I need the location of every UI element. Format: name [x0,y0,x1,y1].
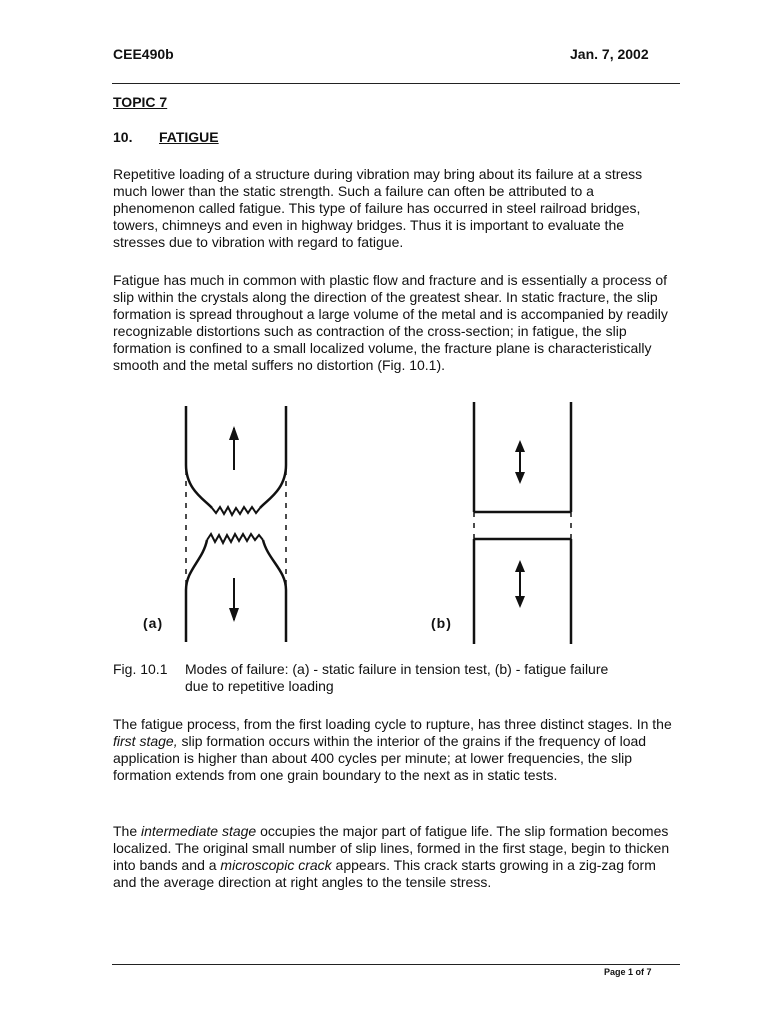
paragraph-4-part-a: The [113,823,142,839]
paragraph-1: Repetitive loading of a structure during vibration may bring about its failure at a stress much lower than the static strength. Such a failure can often be attributed to a phenomenon called fatigue. This type of failure has occurred in steel railroad bridges, towers, chimneys and even in highway bridges. Thus it is important to evaluate the stresses due to vibration with regard to fatigue. [113,166,643,250]
page-number: Page 1 of 7 [604,967,652,977]
paragraph-3 [113,716,679,784]
paragraph-4-emphasis-stage: intermediate stage [141,823,257,839]
specimen-a-diagram [186,406,286,642]
paragraph-3-emphasis: first stage, [113,733,178,749]
paragraph-4-emphasis-crack: microscopic crack [220,857,332,873]
figure-caption-line1: Modes of failure: (a) - static failure in tension test, (b) - fatigue failure [185,661,609,677]
paragraph-2: Fatigue has much in common with plastic flow and fracture and is essentially a process of slip within the crystals along the direction of the greatest shear. In static fracture, the slip formation is spread throughout a large volume of the metal and is accompanied by readily recognizable distortions such as contraction of the cross-section; in fatigue, the slip formation is confined to a small localized volume, the fracture plane is characteristically smooth and the metal suffers no distortion (Fig. 10.1). [113,272,668,373]
topic-heading: TOPIC 7 [113,94,168,110]
figure-caption-line2: due to repetitive loading [185,678,334,694]
figure-caption [113,661,679,695]
paragraph-4-part-e: appears. This crack starts growing in a zig-zag form and the average direction at right angles to the tensile stress. [113,857,656,890]
section-number: 10. [113,129,133,145]
figure-label-b: (b) [431,615,452,631]
section-title: FATIGUE [159,129,219,145]
specimen-b-diagram [474,402,571,644]
paragraph-4 [113,823,679,891]
course-code: CEE490b [113,46,174,62]
paragraph-3-part-a: The fatigue process, from the first loading cycle to rupture, has three distinct stages. In the [113,716,672,732]
figure-label-a: (a) [143,615,164,631]
figure-caption-label: Fig. 10.1 [113,661,168,677]
paragraph-4-part-c: occupies the major part of fatigue life. The slip formation becomes localized. The original small number of slip lines, formed in the first stage, begin to thicken into bands and a [113,823,670,873]
footer-rule [112,964,680,965]
document-date: Jan. 7, 2002 [570,46,649,62]
paragraph-3-part-c: slip formation occurs within the interior of the grains if the frequency of load application is higher than about 400 cycles per minute; at lower frequencies, the slip formation extends from one grain boundary to the next as in static tests. [113,733,647,783]
